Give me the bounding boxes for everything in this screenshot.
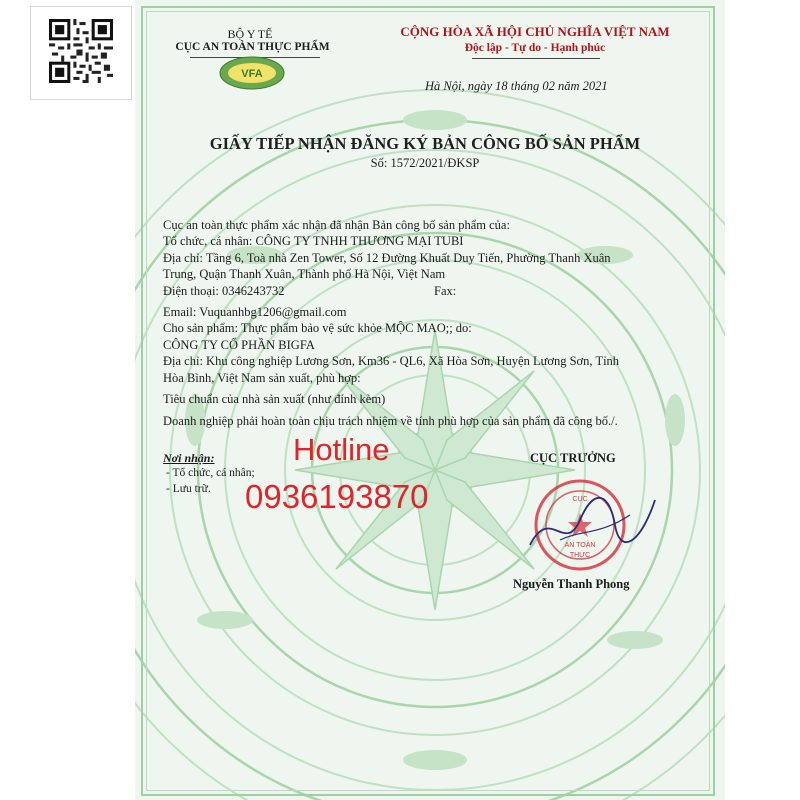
logo-text: VFA bbox=[241, 68, 263, 80]
recipient-1: - Tổ chức, cá nhân; bbox=[166, 467, 255, 479]
national-motto: Độc lập - Tự do - Hạnh phúc bbox=[464, 42, 606, 54]
recipient-2: - Lưu trữ. bbox=[166, 483, 211, 495]
responsibility-line: Doanh nghiệp phải hoàn toàn chịu trách nhiệm về tính phù hợp của sản phẩm đã công bố./. bbox=[163, 414, 618, 428]
document-title: GIẤY TIẾP NHẬN ĐĂNG KÝ BẢN CÔNG BỐ SẢN PHẨM bbox=[209, 134, 641, 153]
signer-name: Nguyễn Thanh Phong bbox=[513, 577, 630, 591]
agency-name: CỤC AN TOÀN THỰC PHẨM bbox=[175, 41, 330, 53]
seal-text-3: THỰC bbox=[569, 552, 591, 559]
signer-role: CỤC TRƯỞNG bbox=[530, 451, 616, 465]
org-phone: Điện thoại: 0346243732 bbox=[163, 284, 285, 298]
country-name: CỘNG HÒA XÃ HỘI CHỦ NGHĨA VIỆT NAM bbox=[400, 24, 670, 39]
thumbnail-panel bbox=[0, 0, 135, 800]
page-thumbnail[interactable] bbox=[30, 6, 132, 100]
org-address-1: Địa chỉ: Tầng 6, Toà nhà Zen Tower, Số 12 Đường Khuất Duy Tiến, Phường Thanh Xuân bbox=[163, 251, 611, 265]
signature-scribble bbox=[520, 485, 660, 565]
motto-underline bbox=[472, 58, 600, 59]
organization: Tổ chức, cá nhân: CÔNG TY TNHH THƯƠNG MẠI TUBI bbox=[163, 234, 464, 248]
org-fax: Fax: bbox=[434, 284, 457, 298]
seal-text-2: AN TOÀN bbox=[564, 542, 596, 549]
ministry-name: BỘ Y TẾ bbox=[227, 27, 273, 41]
qr-code-icon bbox=[49, 19, 113, 83]
maker-address-1: Địa chỉ: Khu công nghiệp Lương Sơn, Km36 - QL6, Xã Hòa Sơn, Huyện Lương Sơn, Tỉnh bbox=[163, 354, 620, 368]
hotline-label: Hotline bbox=[293, 432, 390, 467]
manufacturer: CÔNG TY CỔ PHẦN BIGFA bbox=[163, 338, 315, 352]
org-address-2: Trung, Quận Thanh Xuân, Thành phố Hà Nội, Việt Nam bbox=[163, 267, 446, 281]
seal-text-1: CỤC bbox=[572, 496, 588, 503]
standard-line: Tiêu chuẩn của nhà sản xuất (như đính kèm) bbox=[163, 392, 386, 406]
right-margin bbox=[725, 0, 800, 800]
recipients-label: Nơi nhận: bbox=[163, 451, 215, 465]
maker-address-2: Hòa Bình, Việt Nam sản xuất, phù hợp: bbox=[163, 371, 361, 385]
body-intro: Cục an toàn thực phẩm xác nhận đã nhận Bản công bố sản phẩm của: bbox=[163, 218, 510, 232]
hotline-number[interactable]: 0936193870 bbox=[245, 478, 429, 515]
place-date: Hà Nội, ngày 18 tháng 02 năm 2021 bbox=[425, 79, 608, 93]
document-number: Số: 1572/2021/ĐKSP bbox=[370, 156, 480, 170]
vfa-logo-icon bbox=[218, 55, 286, 91]
org-email: Email: Vuquanhbg1206@gmail.com bbox=[163, 305, 347, 319]
product-line: Cho sản phẩm: Thực phẩm bảo vệ sức khỏe MỘC MAO;; do: bbox=[163, 321, 472, 335]
